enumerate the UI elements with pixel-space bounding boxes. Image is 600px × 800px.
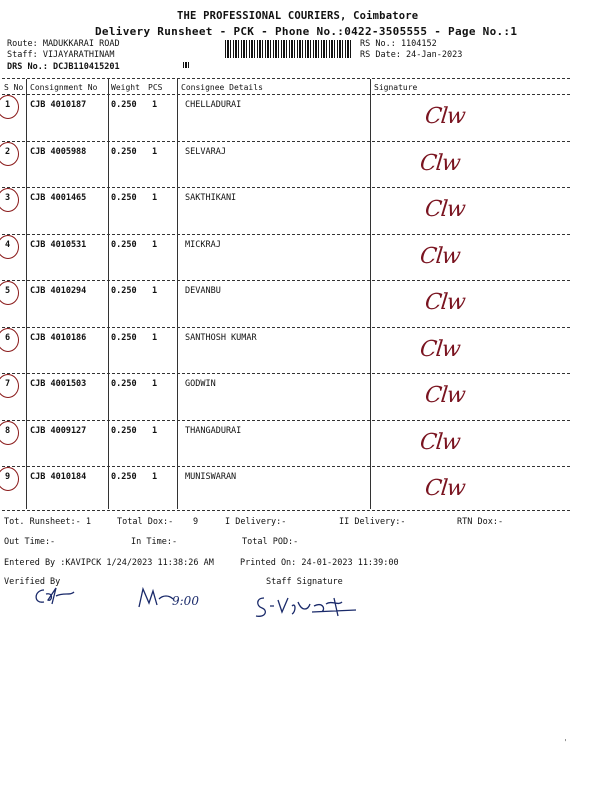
row-sno: 7 <box>5 379 11 389</box>
delivery-signature-mark: Clw <box>423 197 467 222</box>
row-divider <box>2 373 570 374</box>
total-runsheet: Tot. Runsheet:- 1 <box>4 517 91 527</box>
row-consignee: MICKRAJ <box>185 239 221 250</box>
row-consignee: DEVANBU <box>185 286 221 296</box>
row-weight: 0.250 <box>111 239 137 250</box>
handwritten-time: 9:00 <box>172 594 199 608</box>
row-pcs: 1 <box>152 379 158 389</box>
row-weight: 0.250 <box>111 332 137 343</box>
total-pod: Total POD:- <box>242 537 299 547</box>
row-pcs: 1 <box>152 193 158 203</box>
staff-signature-label: Staff Signature <box>266 577 343 587</box>
row-consignment: CJB 4010294 <box>30 286 87 296</box>
row-sno: 1 <box>5 100 11 110</box>
row-weight: 0.250 <box>111 472 137 482</box>
table-top-rule <box>2 78 570 79</box>
column-header-consignee: Consignee Details <box>181 83 263 92</box>
row-consignee: SELVARAJ <box>185 146 226 157</box>
row-consignment: CJB 4010531 <box>30 239 87 250</box>
row-pcs: 1 <box>152 332 158 343</box>
route-label: Route: MADUKKARAI ROAD <box>7 39 120 49</box>
row-consignee: SANTHOSH KUMAR <box>185 332 257 343</box>
row-consignment: CJB 4005988 <box>30 146 87 157</box>
delivery-signature-mark: Clw <box>418 150 462 176</box>
row-consignee: CHELLADURAI <box>185 100 242 110</box>
row-sno: 4 <box>5 239 11 250</box>
column-header-pcs: PCS <box>148 83 163 92</box>
column-header-sno: S No <box>4 83 24 92</box>
document-title: Delivery Runsheet - PCK - Phone No.:0422-3505555 - Page No.:1 <box>95 25 518 38</box>
row-divider <box>2 420 570 421</box>
row-divider <box>2 187 570 188</box>
column-divider <box>370 79 371 509</box>
column-header-consignment: Consignment No <box>30 83 98 92</box>
delivery-signature-mark: Clw <box>418 429 462 455</box>
row-consignee: SAKTHIKANI <box>185 193 237 203</box>
row-weight: 0.250 <box>111 146 137 157</box>
row-weight: 0.250 <box>111 379 137 389</box>
table-bottom-rule <box>2 510 570 511</box>
rs-date: RS Date: 24-Jan-2023 <box>360 50 463 60</box>
delivery-signature-mark: Clw <box>418 243 462 269</box>
row-pcs: 1 <box>152 100 158 110</box>
row-divider <box>2 466 570 467</box>
column-divider <box>26 79 27 509</box>
staff-label: Staff: VIJAYARATHINAM <box>7 50 115 60</box>
delivery-signature-mark: Clw <box>418 336 462 362</box>
delivery-signature-mark: Clw <box>423 104 467 129</box>
out-time: Out Time:- <box>4 537 56 547</box>
column-divider <box>108 79 109 509</box>
row-pcs: 1 <box>152 146 158 157</box>
company-name: THE PROFESSIONAL COURIERS, Coimbatore <box>177 10 419 22</box>
barcode-small-icon <box>183 62 191 68</box>
delivery-signature-mark: Clw <box>423 290 467 315</box>
row-sno: 2 <box>5 146 11 157</box>
column-header-weight: Weight <box>111 83 140 92</box>
verifier-signature <box>30 584 80 610</box>
row-consignment: CJB 4001503 <box>30 379 87 389</box>
row-pcs: 1 <box>152 472 158 482</box>
row-consignment: CJB 4010186 <box>30 332 87 343</box>
staff-signature <box>252 592 362 622</box>
row-consignee: THANGADURAI <box>185 425 242 436</box>
scan-mark: ' <box>563 738 568 747</box>
entered-by: Entered By :KAVIPCK 1/24/2023 11:38:26 AM <box>4 558 214 568</box>
row-divider <box>2 327 570 328</box>
rs-number: RS No.: 1104152 <box>360 39 437 49</box>
verified-by-label: Verified By <box>4 577 61 587</box>
drs-number: DRS No.: DCJB110415201 <box>7 62 120 72</box>
row-sno: 8 <box>5 425 11 436</box>
rtn-dox: RTN Dox:- <box>457 517 504 527</box>
column-divider <box>177 79 178 509</box>
row-consignee: MUNISWARAN <box>185 472 237 482</box>
total-dox-label: Total Dox:- <box>117 517 174 527</box>
row-weight: 0.250 <box>111 193 137 203</box>
row-sno: 5 <box>5 286 11 296</box>
delivery-signature-mark: Clw <box>423 476 467 501</box>
table-header-rule <box>2 94 570 95</box>
row-pcs: 1 <box>152 239 158 250</box>
i-delivery: I Delivery:- <box>225 517 287 527</box>
row-divider <box>2 280 570 281</box>
row-sno: 9 <box>5 472 11 482</box>
ii-delivery: II Delivery:- <box>339 517 406 527</box>
row-divider <box>2 234 570 235</box>
row-pcs: 1 <box>152 425 158 436</box>
row-consignment: CJB 4009127 <box>30 425 87 436</box>
barcode-icon <box>225 40 353 58</box>
row-weight: 0.250 <box>111 425 137 436</box>
row-pcs: 1 <box>152 286 158 296</box>
in-time: In Time:- <box>131 537 178 547</box>
delivery-signature-mark: Clw <box>423 383 467 408</box>
row-weight: 0.250 <box>111 100 137 110</box>
row-weight: 0.250 <box>111 286 137 296</box>
row-consignment: CJB 4010187 <box>30 100 87 110</box>
printed-on: Printed On: 24-01-2023 11:39:00 <box>240 558 399 568</box>
row-consignee: GODWIN <box>185 379 216 389</box>
row-consignment: CJB 4001465 <box>30 193 87 203</box>
total-dox-value: 9 <box>193 517 199 527</box>
column-header-signature: Signature <box>374 83 418 92</box>
row-divider <box>2 141 570 142</box>
row-consignment: CJB 4010184 <box>30 472 87 482</box>
row-sno: 3 <box>5 193 11 203</box>
row-sno: 6 <box>5 332 11 343</box>
